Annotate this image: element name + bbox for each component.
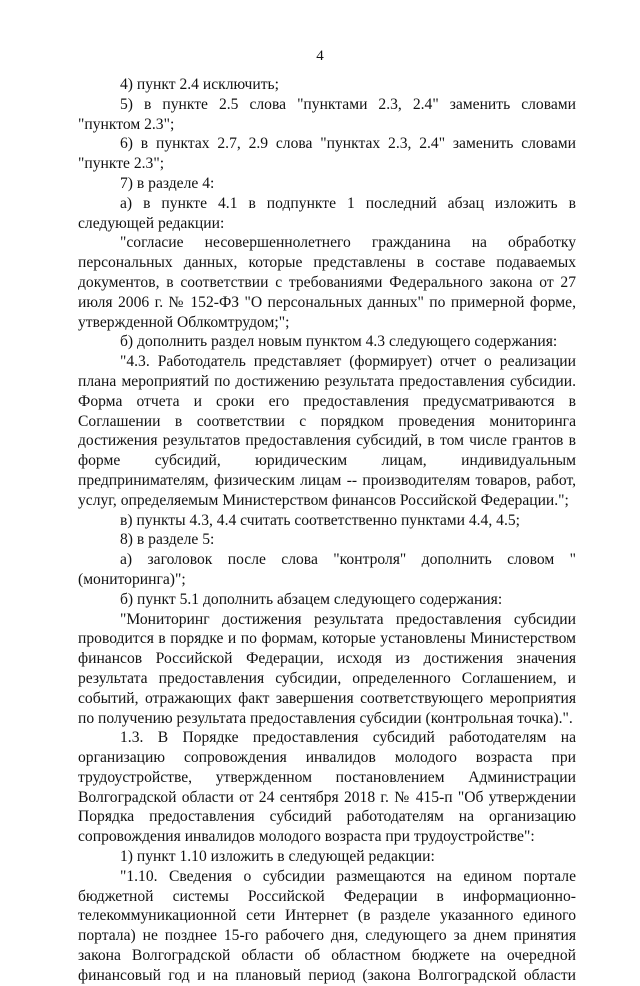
paragraph-7b: б) дополнить раздел новым пунктом 4.3 следующего содержания: — [120, 333, 558, 351]
paragraph-item-5: 5) в пункте 2.5 слова "пунктами 2.3, 2.4" заменить словами "пунктом 2.3"; — [78, 95, 576, 133]
paragraph-quote-1-10: "1.10. Сведения о субсидии размещаются на едином портале бюджетной системы Российской Федерации в информационно-телекоммуникационной сети Интернет (в разделе указанного единого портала) не позднее 15-го рабочего дня, следующего за днем принятия закона Волгоградской области об областном бюджете на очередной финансовый год и на плановый период (закона Волгоградской области — [78, 867, 576, 984]
paragraph-item-7: 7) в разделе 4: — [120, 174, 215, 192]
paragraph-7a: а) в пункте 4.1 в подпункте 1 последний абзац изложить в следующей редакции: — [78, 194, 576, 232]
paragraph-1-3: 1.3. В Порядке предоставления субсидий работодателям на организацию сопровождения инвалидов молодого возраста при трудоустройстве, утвержденном постановлением Администрации Волгоградской области от 24 сентября 2018 г. № 415-п "Об утверждении Порядка предоставления субсидий работодателям на организацию сопровождения инвалидов молодого возраста при трудоустройстве": — [78, 729, 576, 846]
paragraph-7c: в) пункты 4.3, 4.4 считать соответственно пунктами 4.4, 4.5; — [120, 511, 520, 529]
page-number: 4 — [316, 48, 324, 64]
paragraph-quote-monitoring: "Мониторинг достижения результата предоставления субсидии проводится в порядке и по формам, которые установлены Министерством финансов Российской Федерации, исходя из достижения значения результата предоставления субсидии, определенного Соглашением, и событий, отражающих факт завершения соответствующего мероприятия по получению результата предоставления субсидии (контрольная точка).". — [78, 610, 576, 727]
paragraph-item-8: 8) в разделе 5: — [120, 531, 215, 549]
paragraph-1-3-item-1: 1) пункт 1.10 изложить в следующей редакции: — [120, 848, 435, 866]
paragraph-quote-consent: "согласие несовершеннолетнего гражданина на обработку персональных данных, которые представлены в составе подаваемых документов, в соответствии с требованиями Федерального закона от 27 июля 2006 г. № 152-ФЗ "О персональных данных" по примерной форме, утвержденной Облкомтрудом;"; — [78, 234, 576, 331]
paragraph-quote-4-3: "4.3. Работодатель представляет (формирует) отчет о реализации плана мероприятий по достижению результата предоставления субсидии. Форма отчета и сроки его предоставления предусматриваются в Соглашении в соответствии с порядком проведения мониторинга достижения результатов предоставления субсидий, в том числе грантов в форме субсидий, юридическим лицам, индивидуальным предпринимателям, физическим лицам -- производителям товаров, работ, услуг, определяемым Министерством финансов Российской Федерации."; — [78, 353, 576, 509]
paragraph-8a: а) заголовок после слова "контроля" дополнить словом "(мониторинга)"; — [78, 551, 576, 588]
document-body — [78, 75, 576, 986]
paragraph-item-6: 6) в пунктах 2.7, 2.9 слова "пунктах 2.3, 2.4" заменить словами "пункте 2.3"; — [78, 135, 576, 173]
paragraph-8b: б) пункт 5.1 дополнить абзацем следующего содержания: — [120, 590, 503, 608]
paragraph-item-4: 4) пункт 2.4 исключить; — [120, 76, 279, 93]
